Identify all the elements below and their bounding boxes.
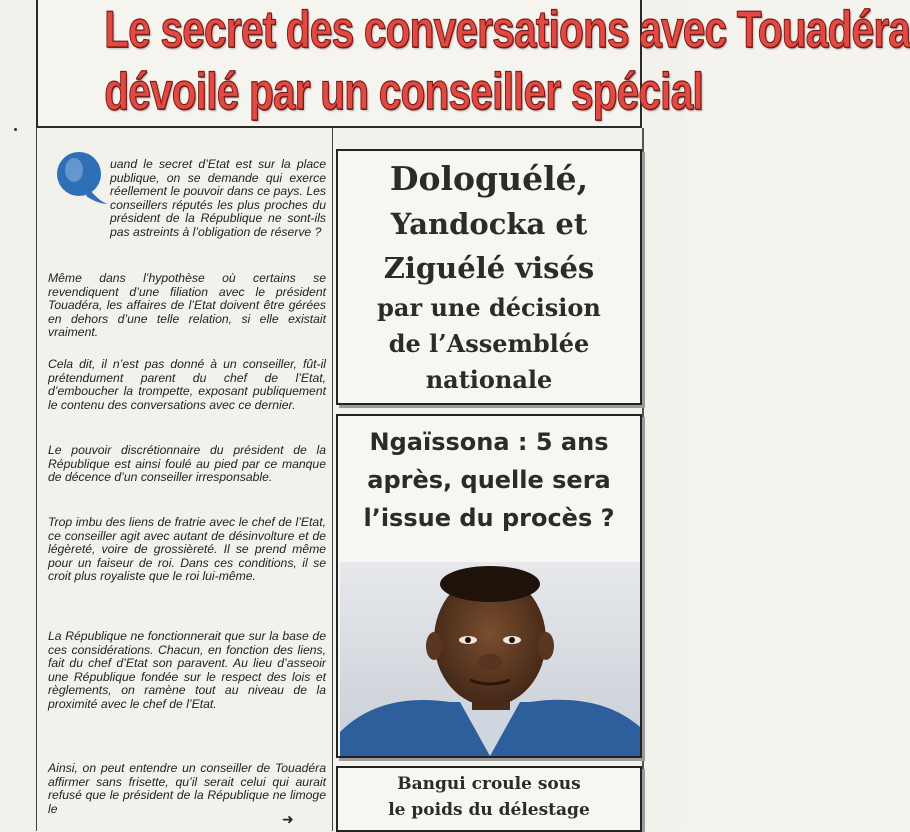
box3-line-2: le poids du délestage [388, 800, 590, 820]
article-paragraph-5: Trop imbu des liens de fratrie avec le chef de l’Etat, ce conseiller agit avec autant de désinvolture et de légèreté, voire de grossièreté. Il se prend même pour un faiseur de roi. Dans ces conditions, il se croit plus royaliste que le roi lui-même. [48, 515, 326, 584]
arrow-right-icon: ➜ [282, 812, 294, 828]
article-paragraph-1a [48, 158, 326, 240]
box3-line-1: Bangui croule sous [397, 774, 581, 794]
article-paragraph-7: Ainsi, on peut entendre un conseiller de Touadéra affirmer sans frisette, qu’il serait celui qui aurait refusé que le président de la République ne limoge le [48, 761, 326, 816]
box1-line-1: Dologuélé, [389, 159, 589, 198]
headline-banner [36, 0, 910, 128]
story-box-dologuele[interactable] [336, 149, 642, 405]
box2-line-2: après, quelle sera [367, 466, 611, 494]
portrait-image [340, 562, 640, 756]
box2-line-3: l’issue du procès ? [363, 504, 615, 532]
story-box-bangui[interactable] [336, 766, 642, 832]
speck [14, 128, 17, 131]
article-paragraph-3: Cela dit, il n’est pas donné à un conseiller, fût-il prétendument parent du chef de l’Etat, d’emboucher la trompette, exposant publiquement le contenu des conversations avec ce dernier. [48, 357, 326, 412]
portrait-photo [340, 562, 640, 756]
box2-line-1: Ngaïssona : 5 ans [369, 428, 609, 456]
box1-line-6: nationale [425, 365, 553, 394]
article-paragraph-4: Le pouvoir discrétionnaire du président de la République est ainsi foulé au pied par ce manque de décence d’un conseiller irresponsable. [48, 443, 326, 485]
headline-line-2: dévoilé par un conseiller spécial [104, 63, 703, 121]
box1-line-4: par une décision [377, 293, 601, 322]
box1-line-3: Ziguélé visés [383, 251, 595, 285]
para1-text: uand le secret d’Etat est sur la place publique, on se demande qui exerce réellement le pouvoir dans ce pays. Les conseillers réputés les plus proches du président de la République ne sont-ils pas astreints à l’obligation de réserve ? [110, 157, 326, 239]
box1-line-5: de l’Assemblée [388, 329, 590, 358]
article-paragraph-2: Même dans l’hypothèse où certains se revendiquent d’une filiation avec le président Touadéra, les affaires de l’Etat doivent être gérées en dehors d’une telle relation, si elle existait vraiment. [48, 271, 326, 340]
article-paragraph-6: La République ne fonctionnerait que sur la base de ces considérations. Chacun, en fonction des liens, fait du chef d’Etat son paravent. Au lieu d’asseoir une République fondée sur le respect des lois et règlements, on ramène tout au niveau de la proximité avec le chef de l’Etat. [48, 629, 326, 711]
article-column [38, 140, 330, 831]
headline-line-1: Le secret des conversations avec Touadéra [104, 1, 910, 59]
right-rule [642, 128, 644, 831]
box1-line-2: Yandocka et [390, 207, 588, 241]
